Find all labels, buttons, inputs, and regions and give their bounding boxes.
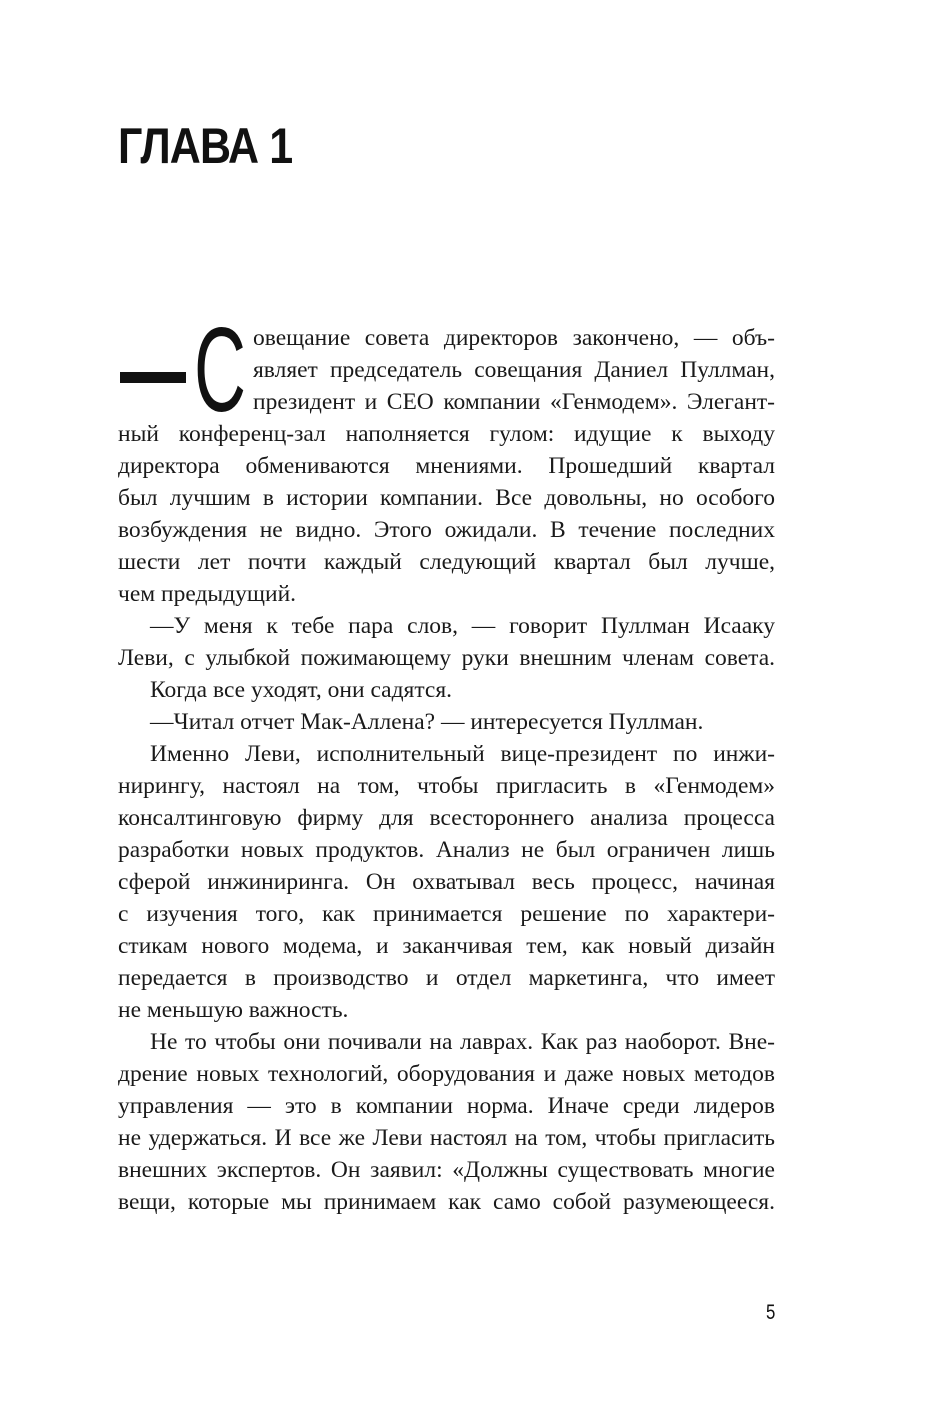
text-line: сферой инжиниринга. Он охватывал весь процесс, начиная bbox=[118, 869, 775, 895]
text-line: передается в производство и отдел маркетинга, что имеет bbox=[118, 965, 775, 991]
text-line: чем предыдущий. bbox=[118, 581, 297, 607]
text-line: не меньшую важность. bbox=[118, 997, 349, 1023]
text-line: дрение новых технологий, оборудования и даже новых методов bbox=[118, 1061, 775, 1087]
text-line: разработки новых продуктов. Анализ не был ограничен лишь bbox=[118, 837, 775, 863]
text-line: ный конференц-зал наполняется гулом: идущие к выходу bbox=[118, 421, 775, 447]
dropcap-dash bbox=[120, 372, 186, 383]
text-line: с изучения того, как принимается решение по характери- bbox=[118, 901, 775, 927]
text-line: —Читал отчет Мак-Аллена? — интересуется Пуллман. bbox=[150, 709, 704, 735]
text-line: шести лет почти каждый следующий квартал был лучше, bbox=[118, 549, 775, 575]
text-line: директора обмениваются мнениями. Прошедший квартал bbox=[118, 453, 775, 479]
text-line: не удержаться. И все же Леви настоял на том, чтобы пригласить bbox=[118, 1125, 775, 1151]
text-line: нирингу, настоял на том, чтобы пригласить в «Генмодем» bbox=[118, 773, 775, 799]
text-line: овещание совета директоров закончено, — объ- bbox=[253, 325, 775, 351]
text-line: вещи, которые мы принимаем как само собой разумеющееся. bbox=[118, 1189, 775, 1215]
page-number: 5 bbox=[766, 1301, 776, 1324]
text-line: Леви, с улыбкой пожимающему руки внешним членам совета. bbox=[118, 645, 775, 671]
text-line: президент и CEO компании «Генмодем». Элегант- bbox=[253, 389, 775, 415]
text-line: управления — это в компании норма. Иначе среди лидеров bbox=[118, 1093, 775, 1119]
chapter-title: ГЛАВА 1 bbox=[118, 118, 293, 174]
text-line: консалтинговую фирму для всестороннего анализа процесса bbox=[118, 805, 775, 831]
text-line: стикам нового модема, и заканчивая тем, как новый дизайн bbox=[118, 933, 775, 959]
dropcap-letter: С bbox=[194, 303, 247, 437]
text-line: Когда все уходят, они садятся. bbox=[150, 677, 453, 703]
text-line: Не то чтобы они почивали на лаврах. Как раз наоборот. Вне- bbox=[150, 1029, 775, 1055]
text-line: —У меня к тебе пара слов, — говорит Пуллман Исааку bbox=[150, 613, 775, 639]
text-line: возбуждения не видно. Этого ожидали. В течение последних bbox=[118, 517, 775, 543]
text-line: Именно Леви, исполнительный вице-президент по инжи- bbox=[150, 741, 775, 767]
text-line: был лучшим в истории компании. Все довольны, но особого bbox=[118, 485, 775, 511]
text-line: являет председатель совещания Даниел Пуллман, bbox=[253, 357, 775, 383]
text-line: внешних экспертов. Он заявил: «Должны существовать многие bbox=[118, 1157, 775, 1183]
